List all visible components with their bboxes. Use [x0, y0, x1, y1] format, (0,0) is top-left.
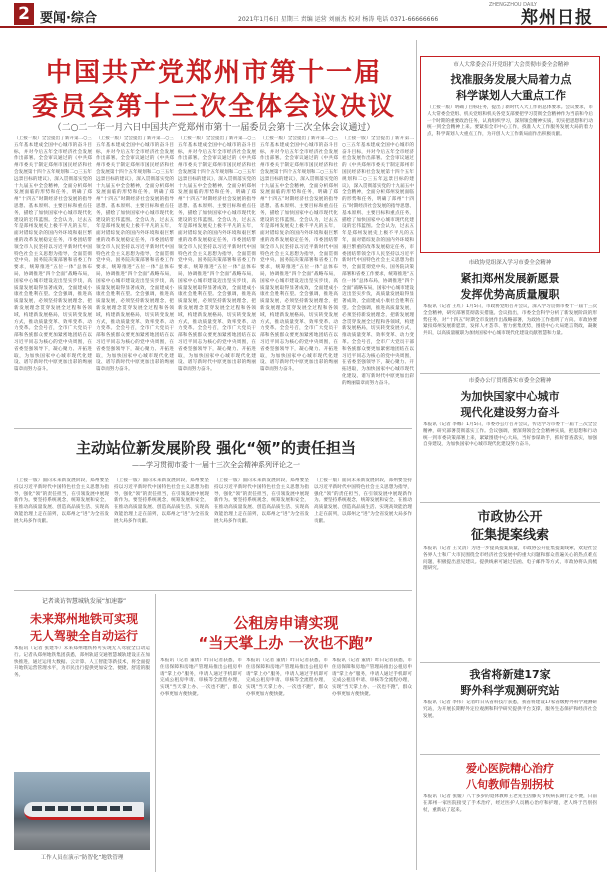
commentary-text-col3: （上接一版）面向未来新发展阶段，郑州要坚持以习近平新时代中国特色社会主义思想为指导，强化“领”的责任担当，在引领发展中展现新作为。要坚持系统观念，统筹发展和安全，在推动高质量发展、创造高品质生活、实现高效能治理上走在前列，以郑州之“进”为全省发展大局多作贡献。 — [214, 478, 309, 524]
section-divider-2 — [14, 590, 412, 591]
lead-text-col1: （上接一版）全会提出了新开第二○三五年基本建成全国中心城市的奋斗目标，并对今后五年全市经济社会发展作出部署。全会审议通过的《中共郑州市委关于制定郑州市国民经济和社会发展第十四个五年规划和二○三五年远景目标的建议》，深入贯彻落实党的十九届五中全会精神，全面分析郑州发展面临的形势和任务，明确了郑州“十四五”时期经济社会发展的指导思想、基本原则、主要目标和重点任务，描绘了加快国家中心城市现代化建设的宏伟蓝图。全会认为，过去五年是郑州发展史上极不平凡的五年，面对错综复杂的国内外环境和艰巨繁重的改革发展稳定任务，市委团结带领全市人民坚持以习近平新时代中国特色社会主义思想为指导，全面贯彻党中央、国务院决策部署和省委工作要求，统筹推进“五位一体”总体布局，协调推进“四个全面”战略布局，国家中心城市建设迈出坚实步伐，高质量发展取得显著成效，全面建成小康社会胜利在望。全会强调，推进高质量发展，必须坚持新发展理念，把新发展理念贯穿发展全过程和各领域，构建新发展格局，切实转变发展方式，推动质量变革、效率变革、动力变革。全会号召，全市广大党员干部和各族群众要更加紧密地团结在以习近平同志为核心的党中央周围，在省委坚强领导下，凝心聚力、开拓进取，为加快国家中心城市现代化建设、谱写新时代中原更加出彩的绚丽篇章而努力奋斗。 — [14, 136, 92, 373]
story6-text: 本报讯（记者 张媛）八十多岁的退休教师王老先生因膝关节疾病长期行走不便，日前在郑州一家医院接受了手术治疗，经过医护人员精心治疗和护理，老人终于告别拐杖，重新站了起来。 — [423, 794, 597, 813]
sidebar-divider-1 — [420, 373, 600, 374]
housing-title-line2[interactable]: “当天掌上办 一次也不跑” — [198, 634, 374, 652]
commentary-text-col1: （上接一版）面向未来新发展阶段，郑州要坚持以习近平新时代中国特色社会主义思想为指导，强化“领”的责任担当，在引领发展中展现新作为。要坚持系统观念，统筹发展和安全，在推动高质量发展、创造高品质生活、实现高效能治理上走在前列，以郑州之“进”为全省发展大局多作贡献。 — [14, 478, 109, 524]
story4-text: 本报讯（记者 王文清）为进一步提高提案质量，市政协公开征集提案线索，欢迎社会各界人士和广大市民围绕全市经济社会发展中的重大问题和群众普遍关心的热点难点问题，积极提出意见建议。提供线索可通过信函、电子邮件等方式，市政协将认真梳理研究。 — [423, 546, 597, 572]
subway-train-photo — [14, 772, 150, 850]
housing-text-col2: 本报讯（记者 董倩）昨日记者获悉，市住房保障和房地产管理局推出公租房申请“掌上办”服务，申请人通过手机即可完成公租房申请、审核等全流程办理，实现“当天掌上办、一次也不跑”，群众办事更加方便快捷。 — [246, 658, 328, 697]
section-divider — [14, 428, 412, 429]
metro-text: 本报讯（记者 张建华）未来郑州地铁将可实现无人驾驶全自动运行。记者从郑州地铁集团获悉，郑州轨道交通智慧城轨建设正在加快推进，通过运用大数据、云计算、人工智能等新技术，将全面提升地铁运营管理水平，为市民出行提供更加安全、便捷、舒适的服务。 — [14, 646, 150, 679]
story-title-line1: 找准服务发展大局着力点 — [450, 73, 572, 86]
lead-text-col2: （上接一版）全会提出了新开第二○三五年基本建成全国中心城市的奋斗目标，并对今后五年全市经济社会发展作出部署。全会审议通过的《中共郑州市委关于制定郑州市国民经济和社会发展第十四个五年规划和二○三五年远景目标的建议》，深入贯彻落实党的十九届五中全会精神，全面分析郑州发展面临的形势和任务，明确了郑州“十四五”时期经济社会发展的指导思想、基本原则、主要目标和重点任务，描绘了加快国家中心城市现代化建设的宏伟蓝图。全会认为，过去五年是郑州发展史上极不平凡的五年，面对错综复杂的国内外环境和艰巨繁重的改革发展稳定任务，市委团结带领全市人民坚持以习近平新时代中国特色社会主义思想为指导，全面贯彻党中央、国务院决策部署和省委工作要求，统筹推进“五位一体”总体布局，协调推进“四个全面”战略布局，国家中心城市建设迈出坚实步伐，高质量发展取得显著成效，全面建成小康社会胜利在望。全会强调，推进高质量发展，必须坚持新发展理念，把新发展理念贯穿发展全过程和各领域，构建新发展格局，切实转变发展方式，推动质量变革、效率变革、动力变革。全会号召，全市广大党员干部和各族群众要更加紧密地团结在以习近平同志为核心的党中央周围，在省委坚强领导下，凝心聚力、开拓进取，为加快国家中心城市现代化建设、谱写新时代中原更加出彩的绚丽篇章而努力奋斗。 — [96, 136, 174, 373]
lead-text-col3: （上接一版）全会提出了新开第二○三五年基本建成全国中心城市的奋斗目标，并对今后五年全市经济社会发展作出部署。全会审议通过的《中共郑州市委关于制定郑州市国民经济和社会发展第十四个五年规划和二○三五年远景目标的建议》，深入贯彻落实党的十九届五中全会精神，全面分析郑州发展面临的形势和任务，明确了郑州“十四五”时期经济社会发展的指导思想、基本原则、主要目标和重点任务，描绘了加快国家中心城市现代化建设的宏伟蓝图。全会认为，过去五年是郑州发展史上极不平凡的五年，面对错综复杂的国内外环境和艰巨繁重的改革发展稳定任务，市委团结带领全市人民坚持以习近平新时代中国特色社会主义思想为指导，全面贯彻党中央、国务院决策部署和省委工作要求，统筹推进“五位一体”总体布局，协调推进“四个全面”战略布局，国家中心城市建设迈出坚实步伐，高质量发展取得显著成效，全面建成小康社会胜利在望。全会强调，推进高质量发展，必须坚持新发展理念，把新发展理念贯穿发展全过程和各领域，构建新发展格局，切实转变发展方式，推动质量变革、效率变革、动力变革。全会号召，全市广大党员干部和各族群众要更加紧密地团结在以习近平同志为核心的党中央周围，在省委坚强领导下，凝心聚力、开拓进取，为加快国家中心城市现代化建设、谱写新时代中原更加出彩的绚丽篇章而努力奋斗。 — [178, 136, 256, 373]
section-name: 要闻·综合 — [40, 11, 97, 26]
page-number: 2 — [14, 3, 34, 25]
sidebar-divider-4 — [420, 754, 600, 755]
sidebar-divider-2 — [420, 502, 600, 503]
bottom-divider — [155, 594, 156, 872]
commentary-headline[interactable]: 主动站位新发展阶段 强化“领”的责任担当 — [76, 439, 356, 457]
sidebar-divider-3 — [420, 662, 600, 663]
commentary-text-col2: （上接一版）面向未来新发展阶段，郑州要坚持以习近平新时代中国特色社会主义思想为指导，强化“领”的责任担当，在引领发展中展现新作为。要坚持系统观念，统筹发展和安全，在推动高质量发展、创造高品质生活、实现高效能治理上走在前列，以郑州之“进”为全省发展大局多作贡献。 — [114, 478, 209, 524]
story3-text: 本报讯（记者 李娜）1月5日，市委办公厅召开会议，传达学习市委十一届十三次全会精神，研究部署贯彻落实工作。会议强调，要深刻领会全会精神实质，把思想和行动统一到市委决策部署上来，紧紧围绕中心大局，当好参谋助手，抓好督查落实，加强自身建设，为加快国家中心城市现代化建设努力奋斗。 — [423, 422, 597, 448]
story-kicker: 市人大常委会召开党组扩大会贯彻市委全会精神 — [453, 62, 569, 68]
housing-title-line1[interactable]: 公租房申请实现 — [233, 614, 339, 632]
story2-title-line2[interactable]: 发挥优势高质量履职 — [460, 288, 560, 301]
photo-caption: 工作人员在演示“防智化”地铁管理 — [40, 855, 124, 861]
header-meta: 2021年1月6日 星期三 责编 运营 刘丽杰 校对 杨涛 电话 0371-66666666 — [238, 16, 439, 23]
brand-subtitle: ZHENGZHOU DAILY — [488, 2, 537, 8]
story-title-line2: 科学谋划人大重点工作 — [456, 89, 566, 102]
story5-title-line1[interactable]: 我省将新建17家 — [469, 668, 551, 681]
story2-title-line1[interactable]: 紧扣郑州发展新愿景 — [460, 272, 560, 285]
metro-kicker: 记者谈访智慧城轨发展“加速器” — [41, 598, 127, 605]
story2-kicker: 市政协党组深入学习市委全会精神 — [468, 260, 552, 266]
story2-text: 本报讯（记者 王红）1月5日，市政协党组召开会议，深入学习贯彻市委十一届十三次全会精神，研究部署贯彻落实措施。会议指出，市委全会科学分析了新发展阶段的形势任务，对“十四五”时期全市发展作出战略部署，为政协工作指明了方向。市政协要紧扣郑州发展新愿景，发挥人才荟萃、智力密集优势，围绕中心大局建言资政，凝聚共识，以高质量履职为加快国家中心城市现代化建设贡献智慧和力量。 — [423, 304, 597, 337]
story3-kicker: 市委办公厅贯彻落实市委全会精神 — [468, 378, 552, 384]
lead-headline-line1[interactable]: 中国共产党郑州市第十一届 — [45, 58, 382, 88]
lead-subheadline: （二○二一年一月六日中国共产党郑州市第十一届委员会第十三次全体会议通过） — [52, 123, 376, 133]
commentary-text-col4: （上接一版）面向未来新发展阶段，郑州要坚持以习近平新时代中国特色社会主义思想为指导，强化“领”的责任担当，在引领发展中展现新作为。要坚持系统观念，统筹发展和安全，在推动高质量发展、创造高品质生活、实现高效能治理上走在前列，以郑州之“进”为全省发展大局多作贡献。 — [314, 478, 412, 524]
newspaper-logo: 郑州日报 — [521, 8, 593, 28]
lead-text-col5: （上接一版）全会提出了新开第二○三五年基本建成全国中心城市的奋斗目标，并对今后五年全市经济社会发展作出部署。全会审议通过的《中共郑州市委关于制定郑州市国民经济和社会发展第十四个五年规划和二○三五年远景目标的建议》，深入贯彻落实党的十九届五中全会精神，全面分析郑州发展面临的形势和任务，明确了郑州“十四五”时期经济社会发展的指导思想、基本原则、主要目标和重点任务，描绘了加快国家中心城市现代化建设的宏伟蓝图。全会认为，过去五年是郑州发展史上极不平凡的五年，面对错综复杂的国内外环境和艰巨繁重的改革发展稳定任务，市委团结带领全市人民坚持以习近平新时代中国特色社会主义思想为指导，全面贯彻党中央、国务院决策部署和省委工作要求，统筹推进“五位一体”总体布局，协调推进“四个全面”战略布局，国家中心城市建设迈出坚实步伐，高质量发展取得显著成效，全面建成小康社会胜利在望。全会强调，推进高质量发展，必须坚持新发展理念，把新发展理念贯穿发展全过程和各领域，构建新发展格局，切实转变发展方式，推动质量变革、效率变革、动力变革。全会号召，全市广大党员干部和各族群众要更加紧密地团结在以习近平同志为核心的党中央周围，在省委坚强领导下，凝心聚力、开拓进取，为加快国家中心城市现代化建设、谱写新时代中原更加出彩的绚丽篇章而努力奋斗。 — [342, 136, 414, 386]
train-image — [24, 802, 144, 820]
housing-text-col3: 本报讯（记者 董倩）昨日记者获悉，市住房保障和房地产管理局推出公租房申请“掌上办”服务，申请人通过手机即可完成公租房申请、审核等全流程办理，实现“当天掌上办、一次也不跑”，群众办事更加方便快捷。 — [332, 658, 412, 697]
page-header — [0, 0, 607, 28]
story4-title-line2[interactable]: 征集提案线索 — [470, 528, 549, 543]
story3-title-line1[interactable]: 为加快国家中心城市 — [460, 390, 560, 403]
story6-title-line1[interactable]: 爱心医院精心治疗 — [466, 762, 554, 775]
story5-title-line2[interactable]: 野外科学观测研究站 — [460, 684, 560, 697]
lead-text-col4: （上接一版）全会提出了新开第二○三五年基本建成全国中心城市的奋斗目标，并对今后五年全市经济社会发展作出部署。全会审议通过的《中共郑州市委关于制定郑州市国民经济和社会发展第十四个五年规划和二○三五年远景目标的建议》，深入贯彻落实党的十九届五中全会精神，全面分析郑州发展面临的形势和任务，明确了郑州“十四五”时期经济社会发展的指导思想、基本原则、主要目标和重点任务，描绘了加快国家中心城市现代化建设的宏伟蓝图。全会认为，过去五年是郑州发展史上极不平凡的五年，面对错综复杂的国内外环境和艰巨繁重的改革发展稳定任务，市委团结带领全市人民坚持以习近平新时代中国特色社会主义思想为指导，全面贯彻党中央、国务院决策部署和省委工作要求，统筹推进“五位一体”总体布局，协调推进“四个全面”战略布局，国家中心城市建设迈出坚实步伐，高质量发展取得显著成效，全面建成小康社会胜利在望。全会强调，推进高质量发展，必须坚持新发展理念，把新发展理念贯穿发展全过程和各领域，构建新发展格局，切实转变发展方式，推动质量变革、效率变革、动力变革。全会号召，全市广大党员干部和各族群众要更加紧密地团结在以习近平同志为核心的党中央周围，在省委坚强领导下，凝心聚力、开拓进取，为加快国家中心城市现代化建设、谱写新时代中原更加出彩的绚丽篇章而努力奋斗。 — [260, 136, 338, 373]
story6-title-line2[interactable]: 八旬教师告别拐杖 — [466, 778, 554, 791]
lead-headline-line2[interactable]: 委员会第十三次全体会议决议 — [31, 92, 396, 122]
metro-title-line2[interactable]: 无人驾驶全自动运行 — [29, 629, 138, 643]
highlighted-story-box[interactable] — [420, 56, 600, 253]
column-divider — [416, 40, 417, 870]
housing-text-col1: 本报讯（记者 董倩）昨日记者获悉，市住房保障和房地产管理局推出公租房申请“掌上办”服务，申请人通过手机即可完成公租房申请、审核等全流程办理，实现“当天掌上办、一次也不跑”，群众办事更加方便快捷。 — [160, 658, 242, 697]
commentary-subheadline: ——学习贯彻市委十一届十三次全会精神系列评论之一 — [132, 461, 300, 469]
metro-title-line1[interactable]: 未来郑州地铁可实现 — [29, 612, 138, 626]
story3-title-line2[interactable]: 现代化建设努力奋斗 — [460, 406, 560, 419]
story4-title-line1[interactable]: 市政协公开 — [477, 510, 543, 525]
story5-text: 本报讯（记者 李伟）记者昨日从省科技厅获悉，我省将建设17家省级野外科学观测研究站，为开展长期野外定位观测和科学研究提供平台支撑，服务生态保护和经济社会发展。 — [423, 700, 597, 719]
story-text: （上接一版）明确了目标任务，提出了新时代人大工作的总体要求。会议要求，市人大常委会党组、机关党组和机关各党支部要把学习贯彻全会精神作为当前和今后一个时期的重要政治任务，认真组织学习，深刻领会精神实质，切实把思想和行动统一到全会精神上来。要紧扣全市中心工作，找准人大工作服务发展大局的着力点，科学谋划人大重点工作，为开创人大工作新局面作出积极贡献。 — [427, 105, 593, 138]
